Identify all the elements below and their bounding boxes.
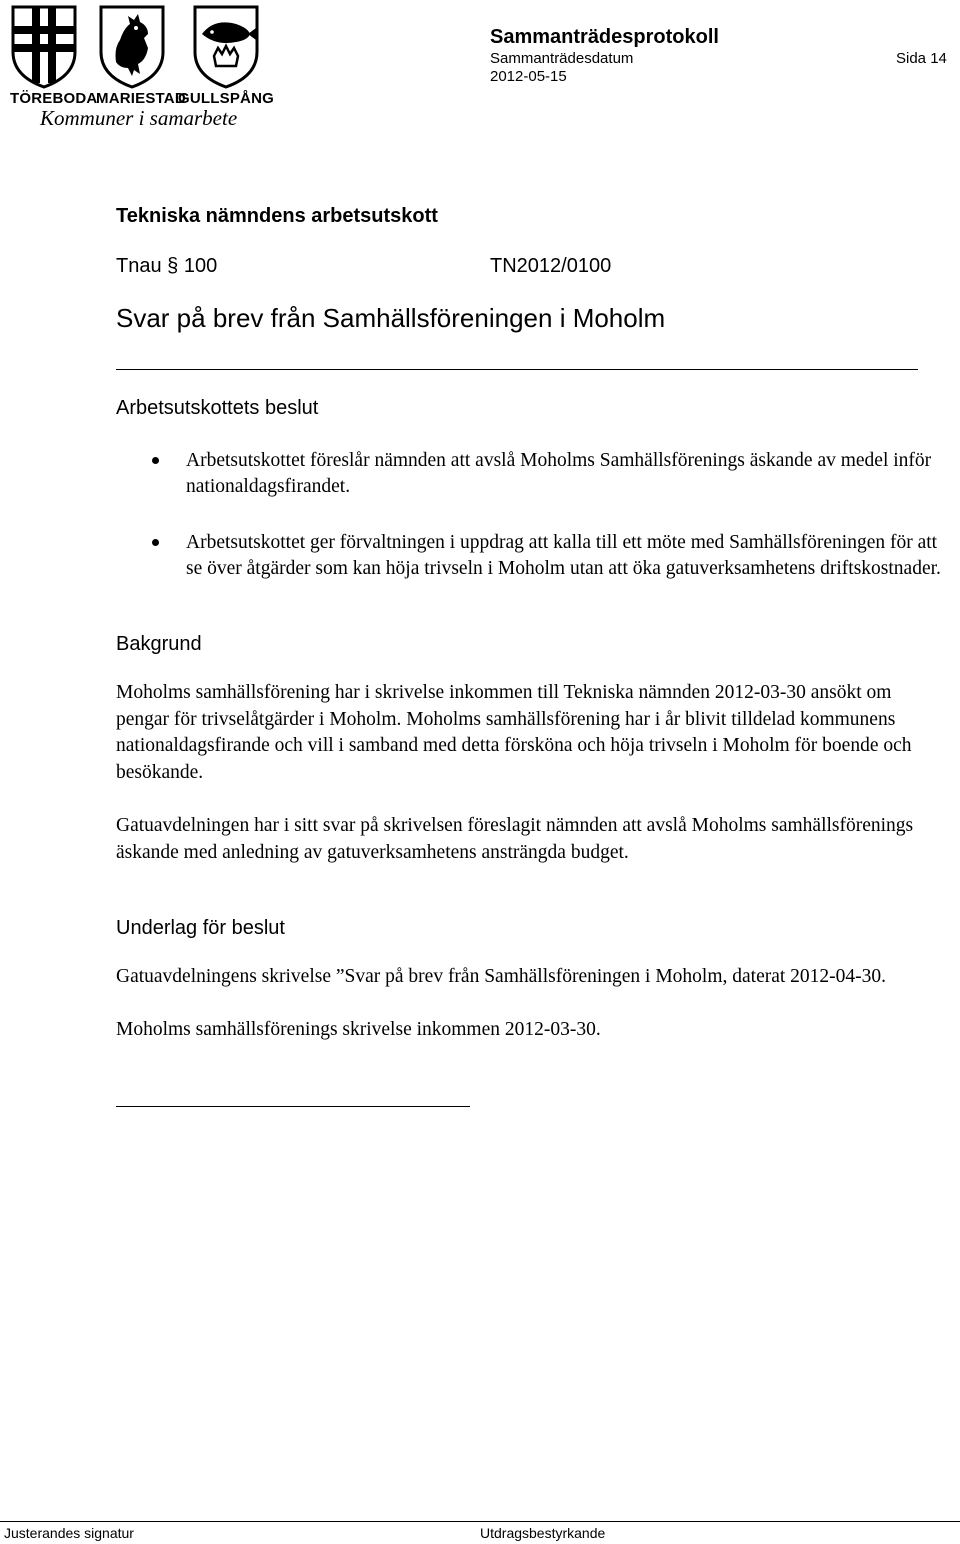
logo-tagline: Kommuner i samarbete [40, 106, 238, 130]
bullet-icon [152, 457, 159, 464]
mariestad-coat-of-arms-icon [98, 4, 166, 90]
meeting-date-label: Sammanträdesdatum [490, 50, 634, 67]
gullspang-coat-of-arms-icon [192, 4, 260, 90]
basis-item: Gatuavdelningens skrivelse ”Svar på brev från Samhällsföreningen i Moholm, daterat 2012-04-30. [116, 966, 887, 987]
signature-label: Justerandes signatur [4, 1525, 134, 1541]
extract-certification-label: Utdragsbestyrkande [480, 1525, 606, 1541]
basis-heading: Underlag för beslut [116, 917, 285, 939]
paragraph-number: Tnau § 100 [116, 255, 218, 277]
background-heading: Bakgrund [116, 633, 202, 655]
background-paragraph: Gatuavdelningen har i sitt svar på skrivelsen föreslagit nämnden att avslå Moholms samhällsförenings äskande med anledning av gatuverksamhetens ansträngda budget. [116, 815, 914, 863]
document-title: Sammanträdesprotokoll [490, 26, 719, 48]
town-name-toreboda: TÖREBODA [10, 90, 98, 107]
decision-heading: Arbetsutskottets beslut [116, 397, 319, 419]
background-paragraph: Moholms samhällsförening har i skrivelse inkommen till Tekniska nämnden 2012-03-30 ansökt om pengar för trivselåtgärder i Moholm. Moholms samhällsförening har i år blivit tilldelad kommunens nationaldagsfirande och vill i samband med detta försköna och höja trivseln i Moholm för boende och besökande. [116, 682, 912, 783]
town-name-gullspang: GULLSPÅNG [178, 90, 274, 107]
committee-name: Tekniska nämndens arbetsutskott [116, 205, 438, 227]
page-number: Sida 14 [896, 50, 947, 67]
town-name-mariestad: MARIESTAD [96, 90, 186, 107]
bullet-icon [152, 539, 159, 546]
subject-divider [116, 369, 918, 370]
toreboda-coat-of-arms-icon [10, 4, 78, 90]
end-divider [116, 1106, 470, 1107]
meeting-date: 2012-05-15 [490, 68, 567, 85]
decision-item-text: Arbetsutskottet föreslår nämnden att avslå Moholms Samhällsförenings äskande av medel inför nationaldagsfirandet. [186, 450, 932, 497]
basis-item: Moholms samhällsförenings skrivelse inkommen 2012-03-30. [116, 1019, 601, 1040]
decision-item-text: Arbetsutskottet ger förvaltningen i uppdrag att kalla till ett möte med Samhällsföreningen för att se över åtgärder som kan höja trivseln i Moholm utan att öka gatuverksamhetens driftskostnader. [186, 532, 941, 579]
diary-number: TN2012/0100 [490, 255, 612, 277]
footer-divider [0, 1521, 960, 1522]
case-subject: Svar på brev från Samhällsföreningen i Moholm [116, 303, 666, 333]
